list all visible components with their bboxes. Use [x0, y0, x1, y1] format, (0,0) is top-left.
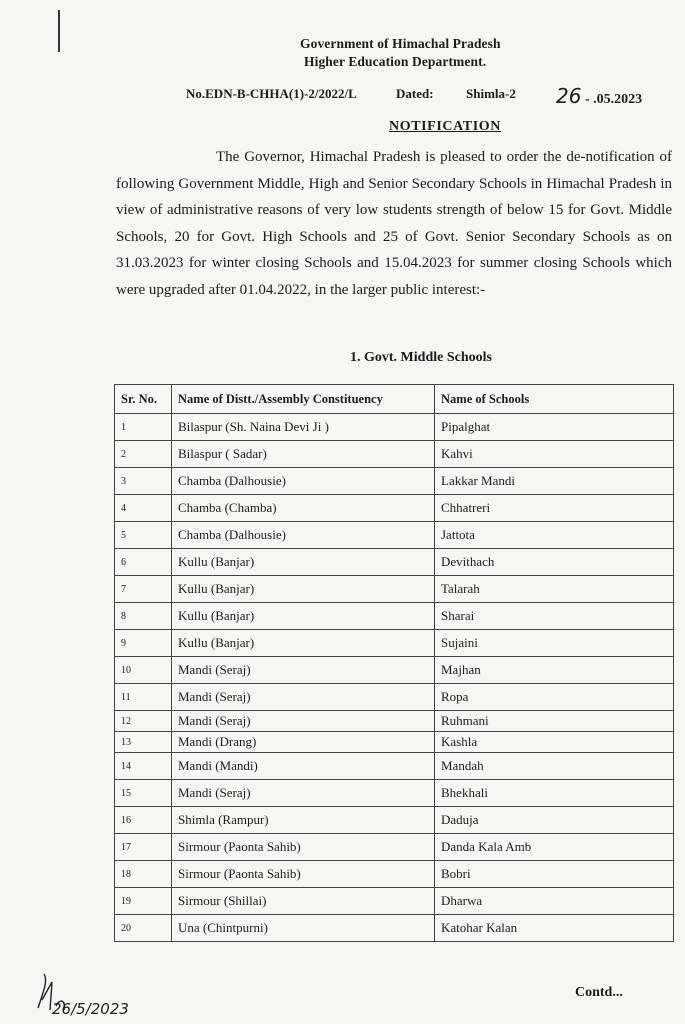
row-sr-no: 4	[115, 495, 172, 522]
row-sr-no: 7	[115, 576, 172, 603]
row-school-name: Mandah	[435, 753, 674, 780]
schools-table	[114, 384, 674, 942]
reference-number: No.EDN-B-CHHA(1)-2/2022/L	[186, 86, 357, 101]
row-constituency: Kullu (Banjar)	[172, 549, 435, 576]
notification-body: The Governor, Himachal Pradesh is pleased to order the de-notification of following Government Middle, High and Senior Secondary Schools in Himachal Pradesh in view of administrative reasons of very low students strength of below 15 for Govt. Middle Schools, 20 for Govt. High Schools and 25 of Govt. Senior Secondary Schools as on 31.03.2023 for winter closing Schools and 15.04.2023 for summer closing Schools which were upgraded after 01.04.2022, in the larger public interest:-	[116, 149, 672, 298]
row-school-name: Ropa	[435, 684, 674, 711]
continued-label: Contd...	[575, 985, 623, 1000]
row-constituency: Mandi (Seraj)	[172, 684, 435, 711]
row-constituency: Mandi (Mandi)	[172, 753, 435, 780]
row-sr-no: 20	[115, 915, 172, 942]
row-school-name: Pipalghat	[435, 414, 674, 441]
row-constituency: Shimla (Rampur)	[172, 807, 435, 834]
table-row	[115, 603, 674, 630]
row-sr-no: 15	[115, 780, 172, 807]
table-row	[115, 441, 674, 468]
header-sr-no: Sr. No.	[115, 385, 172, 414]
table-row	[115, 576, 674, 603]
table-row	[115, 414, 674, 441]
table-row	[115, 549, 674, 576]
table-row	[115, 630, 674, 657]
row-school-name: Kahvi	[435, 441, 674, 468]
signature-date: 26/5/2023	[52, 1000, 129, 1018]
row-constituency: Sirmour (Shillai)	[172, 888, 435, 915]
notification-title: NOTIFICATION	[389, 119, 501, 134]
row-sr-no: 11	[115, 684, 172, 711]
row-sr-no: 13	[115, 732, 172, 753]
table-row	[115, 657, 674, 684]
table-row	[115, 780, 674, 807]
header-department: Higher Education Department.	[304, 54, 487, 69]
table-row	[115, 888, 674, 915]
table-row	[115, 861, 674, 888]
row-sr-no: 2	[115, 441, 172, 468]
row-sr-no: 19	[115, 888, 172, 915]
table-row	[115, 732, 674, 753]
row-school-name: Sharai	[435, 603, 674, 630]
row-school-name: Lakkar Mandi	[435, 468, 674, 495]
date-value	[556, 84, 642, 108]
row-sr-no: 17	[115, 834, 172, 861]
header-school-name: Name of Schools	[435, 385, 674, 414]
row-school-name: Kashla	[435, 732, 674, 753]
table-row	[115, 684, 674, 711]
row-constituency: Mandi (Seraj)	[172, 780, 435, 807]
table-row	[115, 522, 674, 549]
handwritten-day: 26	[556, 84, 582, 108]
row-sr-no: 8	[115, 603, 172, 630]
row-sr-no: 9	[115, 630, 172, 657]
dated-label: Dated:	[396, 86, 434, 101]
margin-mark	[58, 10, 60, 52]
row-school-name: Danda Kala Amb	[435, 834, 674, 861]
row-constituency: Bilaspur (Sh. Naina Devi Ji )	[172, 414, 435, 441]
row-school-name: Bhekhali	[435, 780, 674, 807]
row-constituency: Kullu (Banjar)	[172, 576, 435, 603]
row-sr-no: 18	[115, 861, 172, 888]
row-constituency: Chamba (Dalhousie)	[172, 468, 435, 495]
row-school-name: Talarah	[435, 576, 674, 603]
row-constituency: Bilaspur ( Sadar)	[172, 441, 435, 468]
row-sr-no: 14	[115, 753, 172, 780]
row-school-name: Chhatreri	[435, 495, 674, 522]
row-school-name: Katohar Kalan	[435, 915, 674, 942]
row-school-name: Ruhmani	[435, 711, 674, 732]
table-row	[115, 495, 674, 522]
row-school-name: Devithach	[435, 549, 674, 576]
table-row	[115, 807, 674, 834]
row-school-name: Bobri	[435, 861, 674, 888]
row-constituency: Kullu (Banjar)	[172, 630, 435, 657]
header-constituency: Name of Distt./Assembly Constituency	[172, 385, 435, 414]
header-government: Government of Himachal Pradesh	[300, 36, 501, 51]
row-constituency: Chamba (Dalhousie)	[172, 522, 435, 549]
place-label: Shimla-2	[466, 86, 516, 101]
row-sr-no: 1	[115, 414, 172, 441]
section-heading: 1. Govt. Middle Schools	[350, 350, 492, 365]
row-sr-no: 16	[115, 807, 172, 834]
table-row	[115, 915, 674, 942]
row-constituency: Kullu (Banjar)	[172, 603, 435, 630]
row-school-name: Sujaini	[435, 630, 674, 657]
table-header-row	[115, 385, 674, 414]
row-school-name: Daduja	[435, 807, 674, 834]
row-sr-no: 10	[115, 657, 172, 684]
row-constituency: Mandi (Drang)	[172, 732, 435, 753]
row-constituency: Sirmour (Paonta Sahib)	[172, 834, 435, 861]
table-row	[115, 834, 674, 861]
table-row	[115, 753, 674, 780]
date-month-year: - .05.2023	[581, 92, 643, 107]
row-constituency: Una (Chintpurni)	[172, 915, 435, 942]
table-row	[115, 711, 674, 732]
row-constituency: Mandi (Seraj)	[172, 711, 435, 732]
row-sr-no: 12	[115, 711, 172, 732]
row-sr-no: 3	[115, 468, 172, 495]
row-sr-no: 5	[115, 522, 172, 549]
row-constituency: Chamba (Chamba)	[172, 495, 435, 522]
row-sr-no: 6	[115, 549, 172, 576]
row-school-name: Jattota	[435, 522, 674, 549]
row-school-name: Majhan	[435, 657, 674, 684]
row-constituency: Sirmour (Paonta Sahib)	[172, 861, 435, 888]
table-row	[115, 468, 674, 495]
row-school-name: Dharwa	[435, 888, 674, 915]
row-constituency: Mandi (Seraj)	[172, 657, 435, 684]
